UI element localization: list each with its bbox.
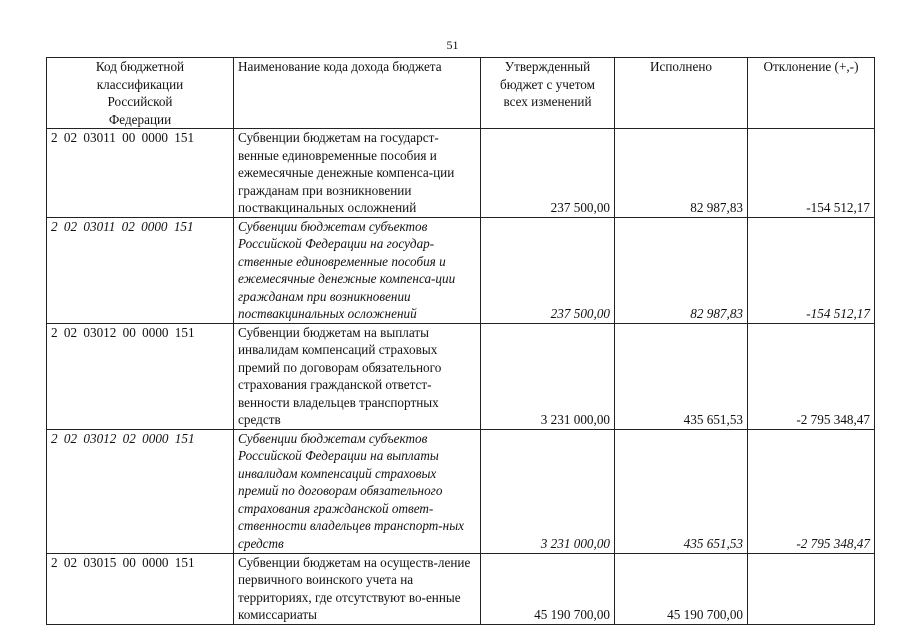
budget-table: [46, 57, 875, 625]
row-approved: 237 500,00: [481, 217, 615, 323]
header-name: Наименование кода дохода бюджета: [234, 58, 481, 129]
header-approved: Утвержденный бюджет с учетом всех изменений: [481, 58, 615, 129]
row-name: Субвенции бюджетам на осуществ-ление первичного воинского учета на территориях, где отсутствуют во-енные комиссариаты: [234, 553, 481, 624]
table-header-row: [47, 58, 875, 129]
row-name: Субвенции бюджетам на государст-венные единовременные пособия и ежемесячные денежные компенса-ции гражданам при возникновении поствакцинальных осложнений: [234, 129, 481, 218]
row-approved: 237 500,00: [481, 129, 615, 218]
table-row: [47, 553, 875, 624]
row-code: 2 02 03012 02 0000 151: [47, 429, 234, 553]
row-executed: 82 987,83: [615, 129, 748, 218]
row-executed: 435 651,53: [615, 429, 748, 553]
row-deviation: -154 512,17: [748, 217, 875, 323]
row-code: 2 02 03015 00 0000 151: [47, 553, 234, 624]
header-deviation: Отклонение (+,-): [748, 58, 875, 129]
table-row: [47, 323, 875, 429]
row-executed: 435 651,53: [615, 323, 748, 429]
row-approved: 3 231 000,00: [481, 429, 615, 553]
row-name: Субвенции бюджетам субъектов Российской Федерации на выплаты инвалидам компенсаций страховых премий по договорам обязательного страхования гражданской ответ-ственности владельцев транспорт-ных средств: [234, 429, 481, 553]
row-code: 2 02 03011 02 0000 151: [47, 217, 234, 323]
table-row: [47, 217, 875, 323]
row-deviation: [748, 553, 875, 624]
row-executed: 82 987,83: [615, 217, 748, 323]
row-executed: 45 190 700,00: [615, 553, 748, 624]
header-code: Код бюджетной классификации Российской Федерации: [47, 58, 234, 129]
row-name: Субвенции бюджетам субъектов Российской Федерации на государ-ственные единовременные пособия и ежемесячные денежные компенса-ции гражданам при возникновении поствакцинальных осложнений: [234, 217, 481, 323]
row-deviation: -2 795 348,47: [748, 429, 875, 553]
row-code: 2 02 03012 00 0000 151: [47, 323, 234, 429]
row-deviation: -154 512,17: [748, 129, 875, 218]
row-deviation: -2 795 348,47: [748, 323, 875, 429]
table-row: [47, 429, 875, 553]
header-executed: Исполнено: [615, 58, 748, 129]
row-code: 2 02 03011 00 0000 151: [47, 129, 234, 218]
row-name: Субвенции бюджетам на выплаты инвалидам компенсаций страховых премий по договорам обязательного страхования гражданской ответст-венности владельцев транспортных средств: [234, 323, 481, 429]
row-approved: 45 190 700,00: [481, 553, 615, 624]
page-number: 51: [446, 38, 459, 52]
table-row: [47, 129, 875, 218]
row-approved: 3 231 000,00: [481, 323, 615, 429]
